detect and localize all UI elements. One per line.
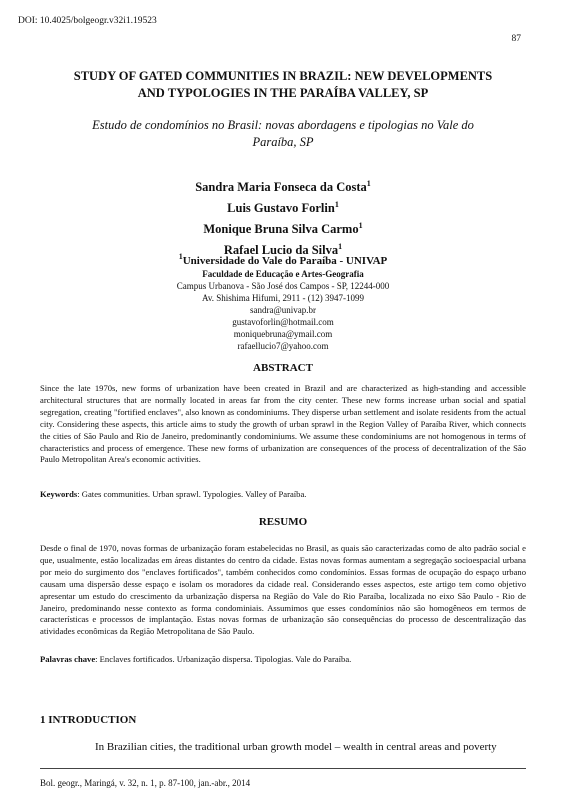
subtitle-line-2: Paraíba, SP bbox=[252, 135, 314, 149]
resumo-text: Desde o final de 1970, novas formas de urbanização foram estabelecidas no Brasil, as quais são caracterizadas como de alto padrão social e que, usualmente, estão localizadas em áreas distantes do centro da cidade. Estas novas formas aumentam a segregação socioespacial urbana por meio do surgimento dos "enclaves fortificados", também conhecidos como condomínios. Essas formas de ocupação do espaço urbano causam uma dispersão desse espaço e isolam os moradores da cidade real. Considerando esses aspectos, este artigo tem como objetivo apresentar um estudo do crescimento da urbanização dispersa na Região do Vale do Rio Paraíba, localizada no eixo São Paulo - Rio de Janeiro, predominando nesse contexto as forma condominiais. Assumimos que esses condomínios não são homogêneos em termos de características e processos de implantação. Estas novas formas de urbanização são consequências do processo de descentralização das atividades econômicas da Região Metropolitana de São Paulo. bbox=[40, 543, 526, 637]
footer-divider bbox=[40, 768, 526, 769]
affiliation-university: $^1$Universidade do Vale do Paraíba - UNIVAP bbox=[178, 252, 388, 267]
abstract-keywords: Keywords: Gates communities. Urban sprawl. Typologies. Valley of Paraíba. bbox=[40, 489, 307, 499]
author-list bbox=[40, 175, 526, 259]
affiliation-address: Av. Shishima Hifumi, 2911 - (12) 3947-1099 bbox=[202, 293, 364, 303]
email-link[interactable]: sandra@univap.br bbox=[249, 305, 317, 315]
doi: DOI: 10.4025/bolgeogr.v32i1.19523 bbox=[18, 16, 157, 26]
author: Sandra Maria Fonseca da Costa$^1$ bbox=[195, 179, 371, 194]
email-link[interactable]: rafaellucio7@yahoo.com bbox=[237, 341, 329, 351]
resumo-heading: RESUMO bbox=[258, 516, 308, 528]
title-line-2: AND TYPOLOGIES IN THE PARAÍBA VALLEY, SP bbox=[137, 86, 429, 100]
section-heading: 1 INTRODUCTION bbox=[40, 714, 137, 726]
email-link[interactable]: moniquebruna@ymail.com bbox=[233, 329, 333, 339]
paper-subtitle bbox=[80, 117, 486, 151]
body-paragraph: In Brazilian cities, the traditional urban growth model – wealth in central areas and poverty bbox=[95, 741, 497, 753]
email-link[interactable]: gustavoforlin@hotmail.com bbox=[232, 317, 334, 327]
subtitle-line-1: Estudo de condomínios no Brasil: novas abordagens e tipologias no Vale do bbox=[92, 118, 474, 132]
author: Monique Bruna Silva Carmo$^1$ bbox=[203, 221, 363, 236]
author: Luis Gustavo Forlin$^1$ bbox=[227, 200, 339, 215]
resumo-keywords: Palavras chave: Enclaves fortificados. Urbanização dispersa. Tipologias. Vale do Paraíba. bbox=[40, 654, 352, 664]
paper-title bbox=[40, 68, 526, 102]
author: Rafael Lucio da Silva$^1$ bbox=[223, 242, 343, 257]
affiliation bbox=[40, 250, 526, 352]
page-number: 87 bbox=[511, 34, 521, 44]
affiliation-campus: Campus Urbanova - São José dos Campos - SP, 12244-000 bbox=[176, 281, 390, 291]
title-line-1: STUDY OF GATED COMMUNITIES IN BRAZIL: NEW DEVELOPMENTS bbox=[73, 69, 493, 83]
abstract-heading: ABSTRACT bbox=[253, 362, 313, 374]
abstract-text: Since the late 1970s, new forms of urbanization have been created in Brazil and are characterized as high-standing and accessible architectural structures that are normally located in areas far from the city center. These new forms increase urban social and spatial segregation, creating "fortified enclaves", also known as condominiums. They disperse urban settlement and isolate residents from the actual city. Considering these aspects, this article aims to study the growth of urban sprawl in the Region Valley of Paraíba River, which connects the cities of São Paulo and Rio de Janeiro, predominantly condominiums. We assume these condominiums are not homogenous in terms of characteristics and process of emergence. These new forms of urbanization are consequences of the process of decentralization of the São Paulo Metropolitan Area's economic activities. bbox=[40, 383, 526, 465]
affiliation-faculty: Faculdade de Educação e Artes-Geografia bbox=[202, 269, 364, 279]
footer-citation: Bol. geogr., Maringá, v. 32, n. 1, p. 87-100, jan.-abr., 2014 bbox=[40, 778, 251, 788]
